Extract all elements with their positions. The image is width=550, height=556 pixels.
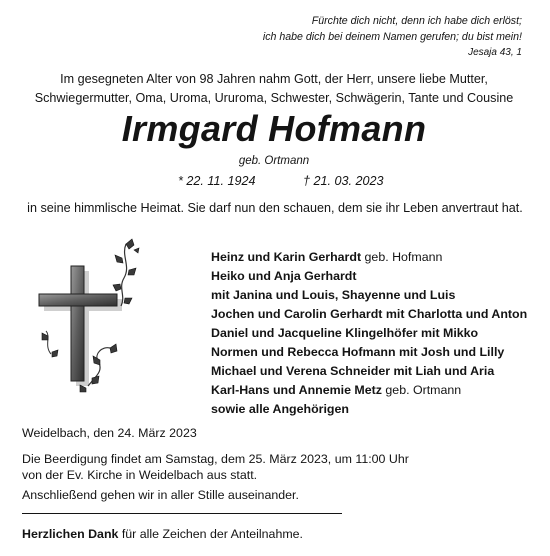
- mourner-line: Karl-Hans und Annemie Metz geb. Ortmann: [211, 383, 462, 397]
- mourner-line: Jochen und Carolin Gerhardt mit Charlotta und Anton: [211, 307, 528, 321]
- deceased-name: Irmgard Hofmann: [121, 108, 427, 149]
- bible-verse: [238, 13, 522, 61]
- funeral-line: von der Ev. Kirche in Weidelbach aus statt.: [22, 468, 258, 482]
- bible-verse-reference: Jesaja 43, 1: [468, 47, 522, 58]
- birth-date: * 22. 11. 1924: [178, 174, 256, 188]
- mourner-line: Heiko und Anja Gerhardt: [211, 269, 357, 283]
- funeral-info: [22, 451, 409, 483]
- thanks-text: Herzlichen Dank für alle Zeichen der Anteilnahme.: [22, 527, 303, 541]
- mourners-list: [211, 248, 527, 419]
- place-date: Weidelbach, den 24. März 2023: [22, 426, 197, 440]
- mourner-line: Normen und Rebecca Hofmann mit Josh und Lilly: [211, 345, 505, 359]
- mourner-line: mit Janina und Louis, Shayenne und Luis: [211, 288, 456, 302]
- heimat-text: in seine himmlische Heimat. Sie darf nun den schauen, dem sie ihr Leben anvertraut hat.: [27, 201, 523, 215]
- funeral-note: Anschließend gehen wir in aller Stille auseinander.: [22, 488, 299, 502]
- intro-line: Schwiegermutter, Oma, Uroma, Ururoma, Schwester, Schwägerin, Tante und Cousine: [34, 91, 514, 105]
- bible-verse-line: ich habe dich bei deinem Namen gerufen; du bist mein!: [262, 31, 522, 43]
- birth-name: geb. Ortmann: [238, 155, 310, 167]
- divider: [22, 513, 342, 514]
- cross-icon: [26, 236, 146, 401]
- mourner-line: Michael und Verena Schneider mit Liah und Aria: [211, 364, 495, 378]
- mourner-line: sowie alle Angehörigen: [211, 402, 349, 416]
- bible-verse-line: Fürchte dich nicht, denn ich habe dich erlöst;: [311, 15, 522, 27]
- death-date: † 21. 03. 2023: [303, 174, 384, 188]
- mourner-line: Daniel und Jacqueline Klingelhöfer mit Mikko: [211, 326, 479, 340]
- funeral-line: Die Beerdigung findet am Samstag, dem 25. März 2023, um 11:00 Uhr: [22, 452, 409, 466]
- intro-line: Im gesegneten Alter von 98 Jahren nahm Gott, der Herr, unsere liebe Mutter,: [60, 72, 488, 86]
- mourner-line: Heinz und Karin Gerhardt geb. Hofmann: [211, 250, 443, 264]
- intro-text: [24, 70, 524, 108]
